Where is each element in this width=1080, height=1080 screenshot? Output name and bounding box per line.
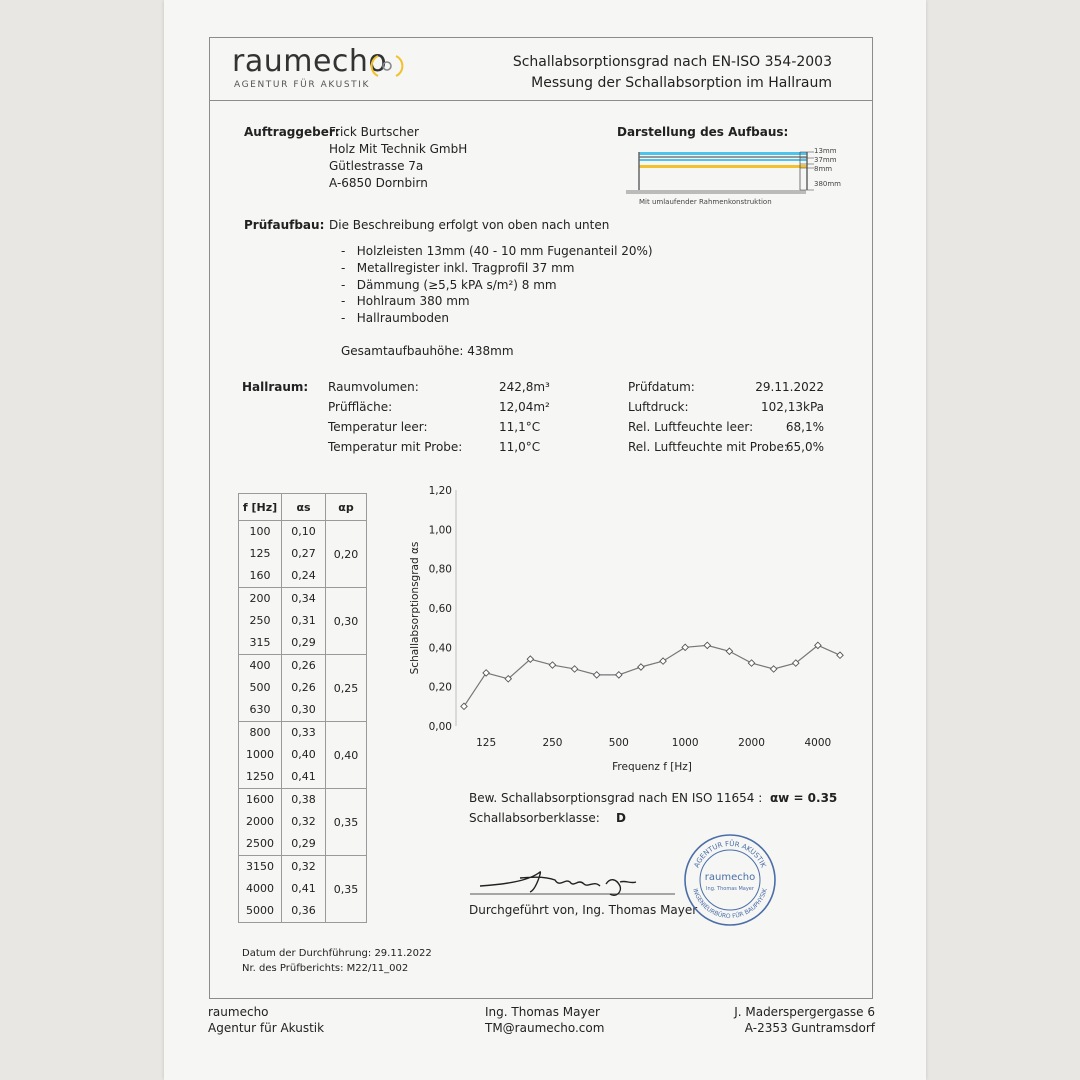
chart-data-point [770,666,776,672]
chart-y-tick-label: 0,80 [428,563,452,576]
chart-x-axis-label: Frequenz f [Hz] [612,761,692,773]
hallraum-left-key-1: Raumvolumen: [328,380,419,394]
footer-right-2: A-2353 Guntramsdorf [744,1021,875,1035]
table-cell-ap: 0,25 [326,655,367,722]
result-klasse: D [616,811,626,825]
footer-left-1: raumecho [208,1005,269,1019]
hallraum-right-val-1: 29.11.2022 [755,380,824,394]
table-cell-f: 3150 4000 5000 [239,856,282,923]
table-cell-ap: 0,35 [326,856,367,923]
table-cell-f: 200 250 315 [239,588,282,655]
table-cell-ap: 0,30 [326,588,367,655]
pruefaufbau-total: Gesamtaufbauhöhe: 438mm [341,344,514,358]
doc-title: Schallabsorptionsgrad nach EN-ISO 354-2003 [512,54,832,70]
table-cell-as: 0,10 0,27 0,24 [282,521,326,588]
chart-data-point [483,670,489,676]
table-cell-ap: 0,20 [326,521,367,588]
signature-performed-by: Durchgeführt von, Ing. Thomas Mayer [469,903,698,917]
header-divider [209,100,872,101]
chart-y-tick-label: 0,40 [428,642,452,655]
chart-x-tick-label: 125 [476,737,497,749]
chart-x-tick-label: 250 [542,737,563,749]
table-cell-as: 0,38 0,32 0,29 [282,789,326,856]
chart-data-point [616,672,622,678]
chart-y-tick-label: 1,20 [428,485,452,497]
table-row [239,789,367,856]
client-line-3: Gütlestrasse 7a [329,159,424,173]
client-line-1: Frick Burtscher [329,125,419,139]
setup-dim-13: 13mm [814,147,837,155]
table-cell-as: 0,34 0,31 0,29 [282,588,326,655]
client-label: Auftraggeber: [244,125,340,139]
pruefaufbau-label: Prüfaufbau: [244,218,325,232]
result-line-1 [469,791,837,805]
hallraum-right-val-3: 68,1% [785,420,824,434]
chart-x-tick-label: 2000 [738,737,765,749]
hallraum-right-val-2: 102,13kPa [761,400,824,414]
setup-dim-8: 8mm [814,165,833,173]
chart-data-point [549,662,555,668]
logo-ring-icon [370,52,406,80]
setup-diagram-title: Darstellung des Aufbaus: [617,125,789,139]
doc-subtitle: Messung der Schallabsorption im Hallraum [531,75,832,91]
chart-x-tick-label: 1000 [671,737,699,749]
meta-date: Datum der Durchführung: 29.11.2022 [242,948,432,959]
logo [232,44,387,79]
logo-tagline: AGENTUR FÜR AKUSTIK [234,80,371,90]
chart-data-point [571,666,577,672]
hallraum-label: Hallraum: [242,380,309,394]
chart-x-tick-label: 500 [608,737,629,749]
chart-data-point [638,664,644,670]
setup-dim-380: 380mm [814,180,841,188]
table-cell-f: 400 500 630 [239,655,282,722]
table-row [239,521,367,588]
chart-data-point [682,644,688,650]
result-line-2: Schallabsorberklasse: [469,811,600,825]
table-cell-as: 0,26 0,26 0,30 [282,655,326,722]
hallraum-left-key-4: Temperatur mit Probe: [328,440,463,454]
hallraum-right-val-4: 65,0% [785,440,824,454]
chart-data-point [837,652,843,658]
chart-y-tick-label: 0,20 [428,681,452,694]
footer-right-1: J. Maderspergergasse 6 [734,1005,875,1019]
chart-data-point [594,672,600,678]
hallraum-left-val-1: 242,8m³ [499,380,550,394]
hallraum-right-key-1: Prüfdatum: [628,380,695,394]
setup-dim-37: 37mm [814,156,837,164]
hallraum-left-key-2: Prüffläche: [328,400,393,414]
table-cell-ap: 0,35 [326,789,367,856]
hallraum-left-val-3: 11,1°C [499,420,541,434]
result-aw: αw = 0.35 [769,791,838,805]
chart-y-tick-label: 0,60 [428,603,452,615]
client-line-4: A-6850 Dornbirn [329,176,428,190]
svg-text:AGENTUR FÜR AKUSTIK: AGENTUR FÜR AKUSTIK [692,839,768,869]
table-row [239,722,367,789]
pruefaufbau-intro: Die Beschreibung erfolgt von oben nach unten [329,218,610,232]
logo-wordmark: raumecho [232,44,388,79]
pruefaufbau-item-3: - Dämmung (≥5,5 kPA s/m²) 8 mm [341,278,557,292]
footer-left-2: Agentur für Akustik [208,1021,325,1035]
svg-text:Ing. Thomas Mayer: Ing. Thomas Mayer [706,886,754,892]
chart-y-tick-label: 1,00 [428,524,452,537]
chart-data-point [461,703,467,709]
pruefaufbau-item-1: - Holzleisten 13mm (40 - 10 mm Fugenanteil 20%) [341,244,653,258]
company-stamp [682,832,778,928]
table-header-as: αs [282,494,326,521]
hallraum-right-key-3: Rel. Luftfeuchte leer: [628,420,754,434]
chart-y-axis-label: Schallabsorptionsgrad αs [409,541,421,675]
chart-data-point [748,660,754,666]
table-cell-f: 1600 2000 2500 [239,789,282,856]
table-header-f: f [Hz] [239,494,282,521]
absorption-chart [400,478,850,778]
table-header-ap: αp [326,494,367,521]
chart-data-point [704,642,710,648]
result-label: Bew. Schallabsorptionsgrad nach EN ISO 11654 : [469,791,763,805]
chart-series-line [464,645,840,706]
chart-x-tick-label: 4000 [804,737,832,749]
hallraum-left-key-3: Temperatur leer: [328,420,428,434]
setup-caption: Mit umlaufender Rahmenkonstruktion [639,198,772,206]
hallraum-left-val-2: 12,04m² [499,400,550,414]
absorption-table [238,493,367,923]
table-row [239,655,367,722]
table-cell-as: 0,32 0,41 0,36 [282,856,326,923]
chart-y-tick-label: 0,00 [428,721,452,733]
table-cell-ap: 0,40 [326,722,367,789]
table-row [239,856,367,923]
chart-data-point [660,658,666,664]
meta-report: Nr. des Prüfberichts: M22/11_002 [242,963,409,974]
footer-center-2: TM@raumecho.com [485,1021,605,1035]
client-line-2: Holz Mit Technik GmbH [329,142,468,156]
chart-data-point [726,648,732,654]
pruefaufbau-item-4: - Hohlraum 380 mm [341,294,470,308]
hallraum-left-val-4: 11,0°C [499,440,541,454]
hallraum-right-key-4: Rel. Luftfeuchte mit Probe: [628,440,788,454]
hallraum-right-key-2: Luftdruck: [628,400,689,414]
svg-text:INGENIEURBÜRO FÜR BAUPHYSIK: INGENIEURBÜRO FÜR BAUPHYSIK [691,887,769,921]
svg-text:raumecho: raumecho [704,872,756,883]
table-cell-as: 0,33 0,40 0,41 [282,722,326,789]
table-cell-f: 800 1000 1250 [239,722,282,789]
pruefaufbau-item-2: - Metallregister inkl. Tragprofil 37 mm [341,261,575,275]
footer-center-1: Ing. Thomas Mayer [485,1005,600,1019]
pruefaufbau-item-5: - Hallraumboden [341,311,449,325]
table-cell-f: 100 125 160 [239,521,282,588]
table-row [239,588,367,655]
signature-image [470,860,680,900]
